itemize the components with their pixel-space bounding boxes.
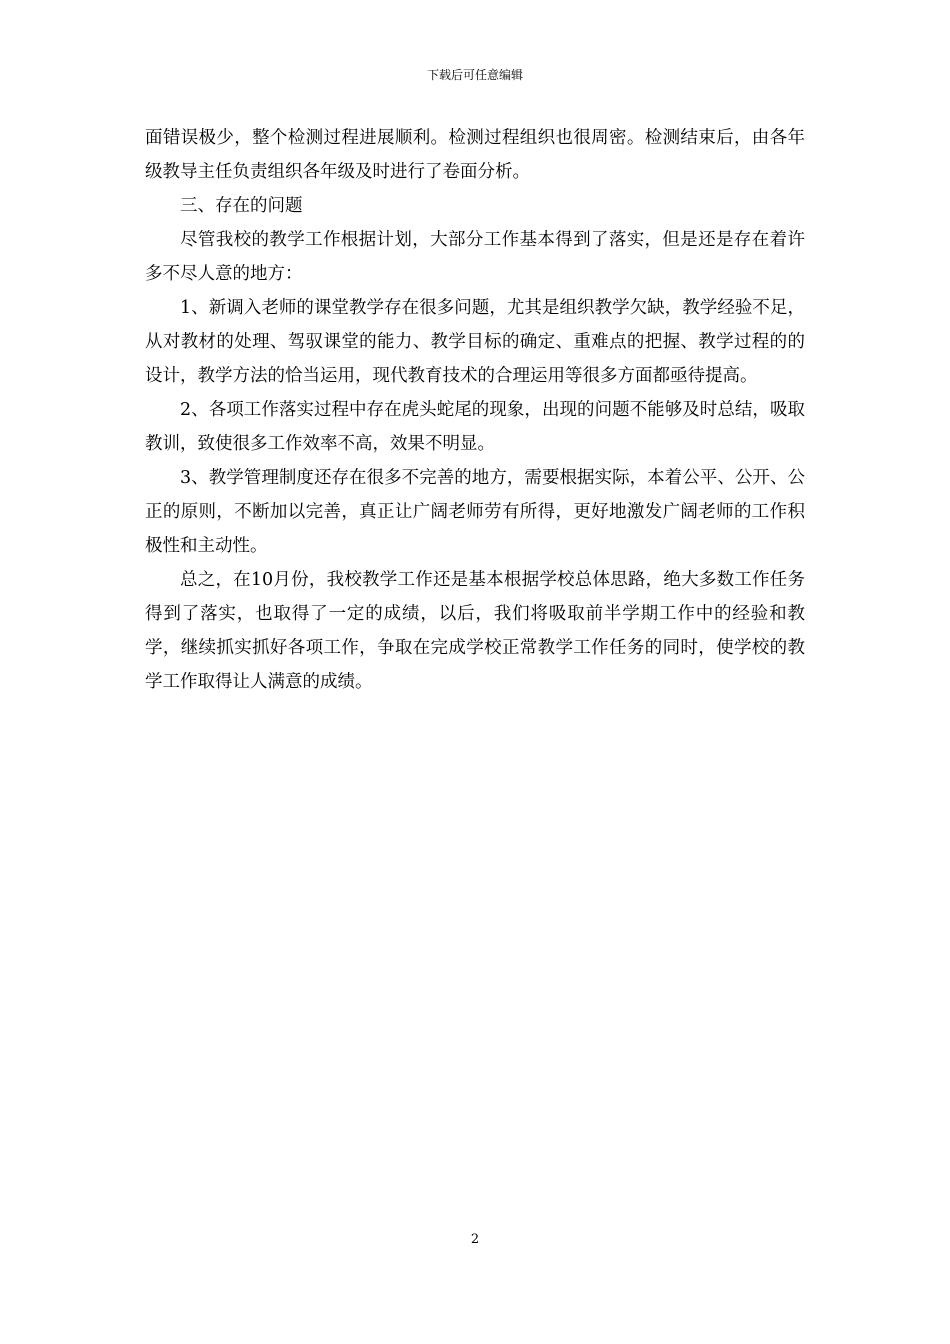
paragraph-problem-3: 3、教学管理制度还存在很多不完善的地方，需要根据实际，本着公平、公开、公正的原则，不断加以完善，真正让广阔老师劳有所得，更好地激发广阔老师的工作积极性和主动性。 <box>145 468 805 556</box>
paragraph-continued-text: 面错误极少，整个检测过程进展顺利。检测过程组织也很周密。检测结束后，由各年级教导主任负责组织各年级及时进行了卷面分析。 <box>145 128 805 182</box>
paragraph-problem-1: 1、新调入老师的课堂教学存在很多问题，尤其是组织教学欠缺，教学经验不足，从对教材的处理、驾驭课堂的能力、教学目标的确定、重难点的把握、教学过程的的设计，教学方法的恰当运用，现代教育技术的合理运用等很多方面都亟待提高。 <box>145 298 805 386</box>
page-header: 下载后可任意编辑 <box>426 68 523 82</box>
section-heading-problems: 三、存在的问题 <box>180 196 303 216</box>
document-body <box>145 121 805 699</box>
page-number: 2 <box>470 1232 480 1247</box>
paragraph-intro-problems: 尽管我校的教学工作根据计划，大部分工作基本得到了落实，但是还是存在着许多不尽人意的地方： <box>145 230 805 284</box>
paragraph-summary: 总之，在10月份，我校教学工作还是基本根据学校总体思路，绝大多数工作任务得到了落实，也取得了一定的成绩，以后，我们将吸取前半学期工作中的经验和教学，继续抓实抓好各项工作，争取在完成学校正常教学工作任务的同时，使学校的教学工作取得让人满意的成绩。 <box>145 570 805 692</box>
paragraph-problem-2: 2、各项工作落实过程中存在虎头蛇尾的现象，出现的问题不能够及时总结，吸取教训，致使很多工作效率不高，效果不明显。 <box>145 400 805 454</box>
